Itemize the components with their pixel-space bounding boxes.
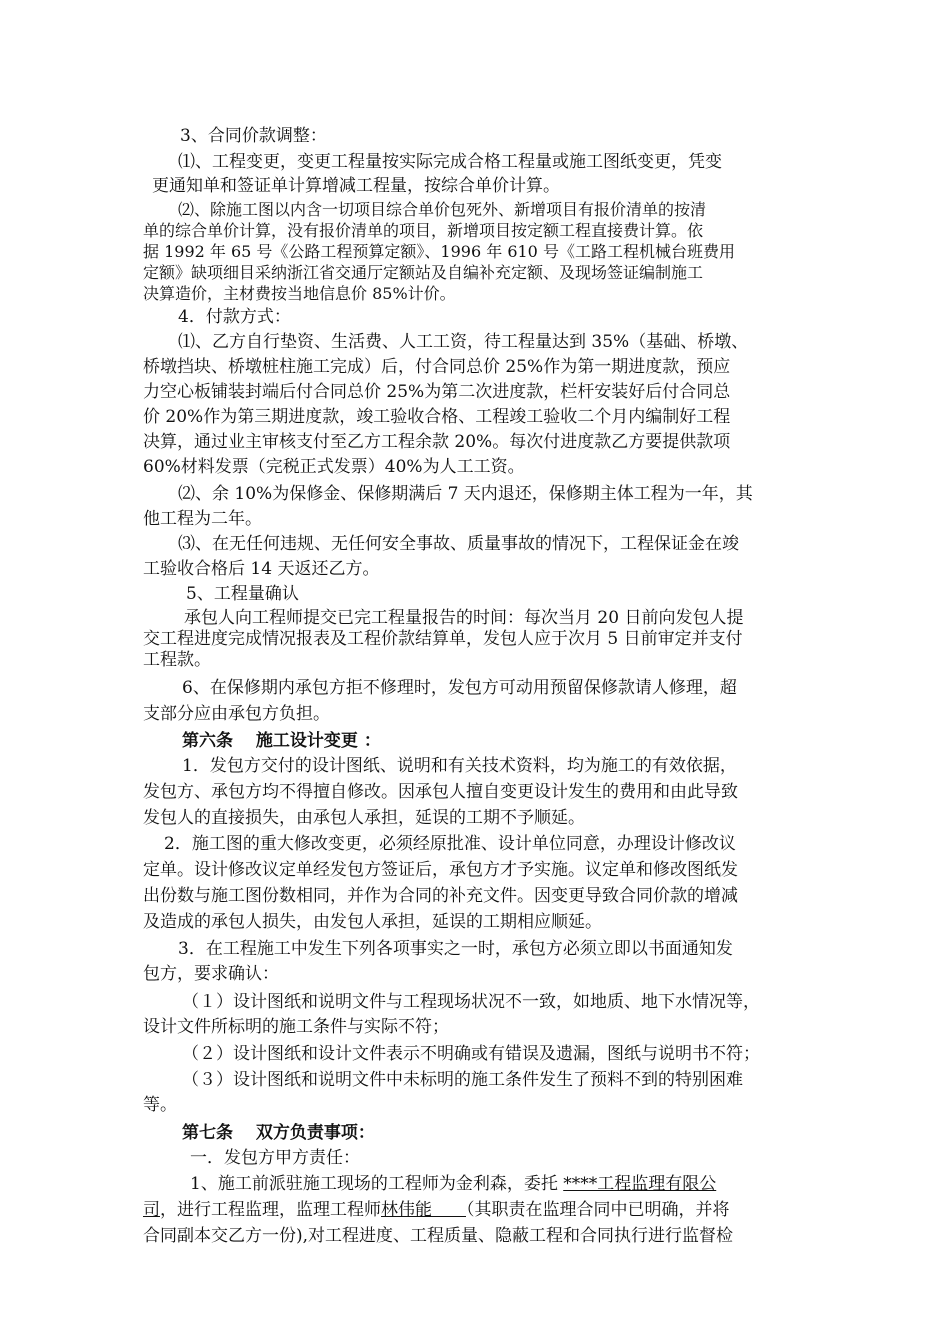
supervision-company-name: ****工程监理有限公 xyxy=(563,1174,717,1194)
section-3-item-2-line-5: 决算造价，主材费按当地信息价 85%计价。 xyxy=(143,284,456,303)
article-7-item-1-text: 1、施工前派驻施工现场的工程师为金利森，委托 xyxy=(190,1174,564,1194)
supervision-company-name-end: 司 xyxy=(143,1200,160,1220)
section-5-line-1: 承包人向工程师提交已完工程量报告的时间：每次当月 20 日前向发包人提 xyxy=(184,608,744,628)
section-4-item-1-line-6: 60%材料发票（完税正式发票）40%为人工工资。 xyxy=(143,457,525,477)
article-6-item-1-line-1: 1．发包方交付的设计图纸、说明和有关技术资料，均为施工的有效依据， xyxy=(182,756,737,776)
article-6-item-2-line-2: 定单。设计修改议定单经发包方签证后，承包方才予实施。议定单和修改图纸发 xyxy=(143,860,738,880)
section-3-item-2-line-3: 据 1992 年 65 号《公路工程预算定额》、1996 年 610 号《工路工程机械台班费用 xyxy=(143,242,735,261)
section-4-item-2-line-2: 他工程为二年。 xyxy=(143,509,262,529)
section-3-item-1-line-2: 更通知单和签证单计算增减工程量，按综合单价计算。 xyxy=(152,176,560,196)
section-4-item-1-line-5: 决算，通过业主审核支付至乙方工程余款 20%。每次付进度款乙方要提供款项 xyxy=(143,432,731,452)
article-6-item-3-line-2: 包方，要求确认： xyxy=(143,964,279,984)
section-6-line-1: 6、在保修期内承包方拒不修理时，发包方可动用预留保修款请人修理，超 xyxy=(182,678,737,698)
article-6-subitem-3-line-2: 等。 xyxy=(143,1095,177,1115)
section-5-line-2: 交工程进度完成情况报表及工程价款结算单，发包人应于次月 5 日前审定并支付 xyxy=(143,629,743,649)
section-4-item-2-line-1: ⑵、余 10%为保修金、保修期满后 7 天内退还，保修期主体工程为一年，其 xyxy=(178,484,753,504)
article-6-item-3-line-1: 3．在工程施工中发生下列各项事实之一时，承包方必须立即以书面通知发 xyxy=(178,939,733,959)
section-3-item-1-line-1: ⑴、工程变更，变更工程量按实际完成合格工程量或施工图纸变更，凭变 xyxy=(178,152,722,172)
section-4-item-1-line-3: 力空心板铺装封端后付合同总价 25%为第二次进度款，栏杆安装好后付合同总 xyxy=(143,382,731,402)
article-6-subitem-1-line-1: （１）设计图纸和说明文件与工程现场状况不一致，如地质、地下水情况等， xyxy=(182,992,760,1012)
supervising-engineer-name: 林伟能 xyxy=(381,1200,466,1220)
article-7-item-1-text-2: ，进行工程监理，监理工程师 xyxy=(160,1200,381,1220)
section-4-heading: 4．付款方式： xyxy=(178,307,291,327)
section-3-item-2-line-2: 单的综合单价计算，没有报价清单的项目，新增项目按定额工程直接费计算。依 xyxy=(143,221,704,240)
section-4-item-3-line-1: ⑶、在无任何违规、无任何安全事故、质量事故的情况下，工程保证金在竣 xyxy=(178,534,739,554)
article-6-item-2-line-4: 及造成的承包人损失，由发包人承担，延误的工期相应顺延。 xyxy=(143,912,602,932)
section-4-item-1-line-2: 桥墩挡块、桥墩桩柱施工完成）后，付合同总价 25%作为第一期进度款，预应 xyxy=(143,357,731,377)
article-6-item-2-line-3: 出份数与施工图份数相同，并作为合同的补充文件。因变更导致合同价款的增减 xyxy=(143,886,738,906)
article-6-item-2-line-1: 2．施工图的重大修改变更，必须经原批准、设计单位同意，办理设计修改议 xyxy=(164,834,736,854)
article-6-item-1-line-3: 发包人的直接损失，由承包人承担，延误的工期不予顺延。 xyxy=(143,808,585,828)
section-3-item-2-line-1: ⑵、除施工图以内含一切项目综合单价包死外、新增项目有报价清单的按清 xyxy=(178,200,707,219)
article-7-item-1-line-2 xyxy=(143,1198,730,1222)
section-5-line-3: 工程款。 xyxy=(143,650,211,670)
section-6-line-2: 支部分应由承包方负担。 xyxy=(143,704,330,724)
section-4-item-3-line-2: 工验收合格后 14 天返还乙方。 xyxy=(143,559,380,579)
section-3-heading: 3、合同价款调整： xyxy=(180,126,327,146)
article-6-subitem-2-line-1: （２）设计图纸和设计文件表示不明确或有错误及遗漏，图纸与说明书不符； xyxy=(182,1044,760,1064)
article-6-subitem-1-line-2: 设计文件所标明的施工条件与实际不符； xyxy=(143,1017,449,1037)
article-7-title: 第七条 双方负责事项： xyxy=(182,1123,375,1143)
section-4-item-1-line-4: 价 20%作为第三期进度款，竣工验收合格、工程竣工验收二个月内编制好工程 xyxy=(143,407,731,427)
article-7-item-1-line-1 xyxy=(190,1172,716,1196)
article-7-item-1-text-3: （其职责在监理合同中已明确，并将 xyxy=(466,1200,730,1220)
article-7-item-1-line-3: 合同副本交乙方一份),对工程进度、工程质量、隐蔽工程和合同执行进行监督检 xyxy=(143,1226,734,1246)
section-5-heading: 5、工程量确认 xyxy=(186,584,299,604)
article-6-title: 第六条 施工设计变更 ： xyxy=(182,731,381,751)
section-4-item-1-line-1: ⑴、乙方自行垫资、生活费、人工工资，待工程量达到 35%（基础、桥墩、 xyxy=(178,332,749,352)
article-6-subitem-3-line-1: （３）设计图纸和说明文件中未标明的施工条件发生了预料不到的特别困难 xyxy=(182,1070,743,1090)
article-6-item-1-line-2: 发包方、承包方均不得擅自修改。因承包人擅自变更设计发生的费用和由此导致 xyxy=(143,782,738,802)
article-7-subheading: 一．发包方甲方责任： xyxy=(190,1148,360,1168)
section-3-item-2-line-4: 定额》缺项细目采纳浙江省交通厅定额站及自编补充定额、及现场签证编制施工 xyxy=(143,263,704,282)
